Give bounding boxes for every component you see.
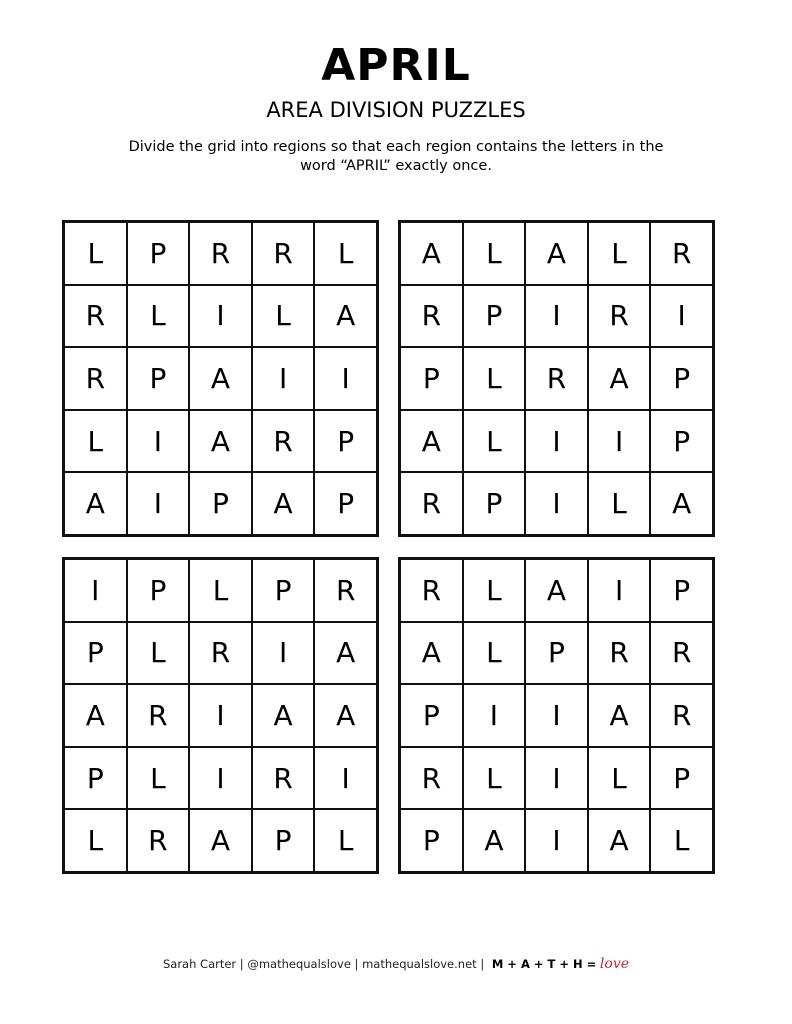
grid-cell: P	[127, 222, 190, 285]
grid-cell: A	[314, 684, 377, 747]
grid-cell: L	[463, 347, 526, 410]
grid-cell: I	[189, 747, 252, 810]
instructions: Divide the grid into regions so that each region contains the letters in the word “APRIL” exactly once.	[128, 139, 664, 174]
grid-cell: L	[314, 222, 377, 285]
grid-cell: R	[650, 622, 713, 685]
grid-cell: A	[314, 285, 377, 348]
grid-cell: P	[463, 472, 526, 535]
grid-cell: R	[64, 285, 127, 348]
grid-cell: L	[64, 809, 127, 872]
grid-cell: A	[64, 684, 127, 747]
grid-cell: P	[463, 285, 526, 348]
grid-cell: L	[650, 809, 713, 872]
grid-cell: R	[314, 559, 377, 622]
puzzle-grid-2	[398, 220, 715, 537]
grid-cell: R	[400, 285, 463, 348]
grid-cell: I	[463, 684, 526, 747]
grid-cell: A	[588, 684, 651, 747]
grid-cell: R	[650, 684, 713, 747]
grid-cell: R	[588, 285, 651, 348]
grid-cell: L	[463, 410, 526, 473]
grid-cell: I	[650, 285, 713, 348]
grid-cell: A	[588, 347, 651, 410]
grid-cell: R	[127, 684, 190, 747]
grid-cell: A	[314, 622, 377, 685]
grid-cell: I	[64, 559, 127, 622]
grid-cell: I	[525, 410, 588, 473]
grid-cell: I	[314, 347, 377, 410]
grid-cell: I	[189, 285, 252, 348]
grid-cell: P	[252, 809, 315, 872]
grid-cell: I	[525, 809, 588, 872]
grid-cell: I	[525, 747, 588, 810]
grid-cell: I	[525, 472, 588, 535]
footer-credits: Sarah Carter | @mathequalslove | mathequalslove.net |	[162, 957, 485, 971]
grid-cell: I	[189, 684, 252, 747]
grid-cell: A	[189, 410, 252, 473]
grid-cell: A	[650, 472, 713, 535]
grid-cell: L	[64, 222, 127, 285]
grid-cell: P	[650, 559, 713, 622]
grid-cell: P	[127, 559, 190, 622]
grid-cell: I	[588, 410, 651, 473]
grid-cell: L	[252, 285, 315, 348]
grid-cell: I	[525, 285, 588, 348]
grid-cell: R	[525, 347, 588, 410]
grid-cell: P	[64, 622, 127, 685]
grid-cell: A	[400, 410, 463, 473]
grid-cell: L	[588, 222, 651, 285]
grid-cell: L	[463, 222, 526, 285]
grid-cell: R	[64, 347, 127, 410]
grid-cell: A	[252, 472, 315, 535]
grid-cell: A	[252, 684, 315, 747]
grid-cell: R	[252, 410, 315, 473]
grid-cell: R	[252, 747, 315, 810]
footer-brand: M + A + T + H =	[491, 957, 597, 971]
grid-cell: I	[314, 747, 377, 810]
grid-cell: P	[64, 747, 127, 810]
grid-cell: A	[463, 809, 526, 872]
grid-cell: L	[463, 747, 526, 810]
grid-cell: L	[127, 622, 190, 685]
grid-cell: R	[400, 747, 463, 810]
grid-cell: L	[588, 472, 651, 535]
grid-cell: R	[189, 622, 252, 685]
grid-cell: I	[525, 684, 588, 747]
page-subtitle: AREA DIVISION PUZZLES	[266, 98, 526, 122]
grid-cell: R	[127, 809, 190, 872]
grid-cell: A	[525, 559, 588, 622]
grid-cell: P	[400, 809, 463, 872]
grid-cell: I	[252, 622, 315, 685]
grid-cell: P	[314, 472, 377, 535]
grid-cell: I	[588, 559, 651, 622]
love-logo: love	[599, 956, 630, 972]
grid-cell: P	[525, 622, 588, 685]
grid-cell: A	[189, 809, 252, 872]
grid-cell: I	[127, 410, 190, 473]
grid-cell: I	[252, 347, 315, 410]
grid-cell: P	[314, 410, 377, 473]
footer	[0, 956, 792, 972]
grid-cell: P	[400, 684, 463, 747]
grid-cell: A	[525, 222, 588, 285]
grid-cell: L	[189, 559, 252, 622]
grid-cell: P	[127, 347, 190, 410]
grid-cell: I	[127, 472, 190, 535]
grid-cell: A	[400, 622, 463, 685]
grid-cell: P	[189, 472, 252, 535]
grid-cell: P	[650, 347, 713, 410]
grid-cell: A	[189, 347, 252, 410]
grid-cell: P	[650, 747, 713, 810]
grid-cell: P	[252, 559, 315, 622]
grid-cell: R	[588, 622, 651, 685]
grid-cell: L	[127, 747, 190, 810]
puzzle-grid-4	[398, 557, 715, 874]
grid-cell: R	[400, 472, 463, 535]
page-title: APRIL	[321, 40, 471, 91]
grid-cell: A	[64, 472, 127, 535]
grid-cell: P	[650, 410, 713, 473]
grid-cell: P	[400, 347, 463, 410]
grid-cell: L	[463, 559, 526, 622]
grid-cell: A	[400, 222, 463, 285]
grid-cell: L	[588, 747, 651, 810]
grid-cell: R	[400, 559, 463, 622]
grid-cell: R	[189, 222, 252, 285]
puzzle-grid-3	[62, 557, 379, 874]
grid-cell: L	[127, 285, 190, 348]
grid-cell: L	[314, 809, 377, 872]
grid-cell: L	[64, 410, 127, 473]
grid-cell: A	[588, 809, 651, 872]
grid-cell: R	[650, 222, 713, 285]
grid-cell: L	[463, 622, 526, 685]
grid-cell: R	[252, 222, 315, 285]
puzzle-grid-1	[62, 220, 379, 537]
